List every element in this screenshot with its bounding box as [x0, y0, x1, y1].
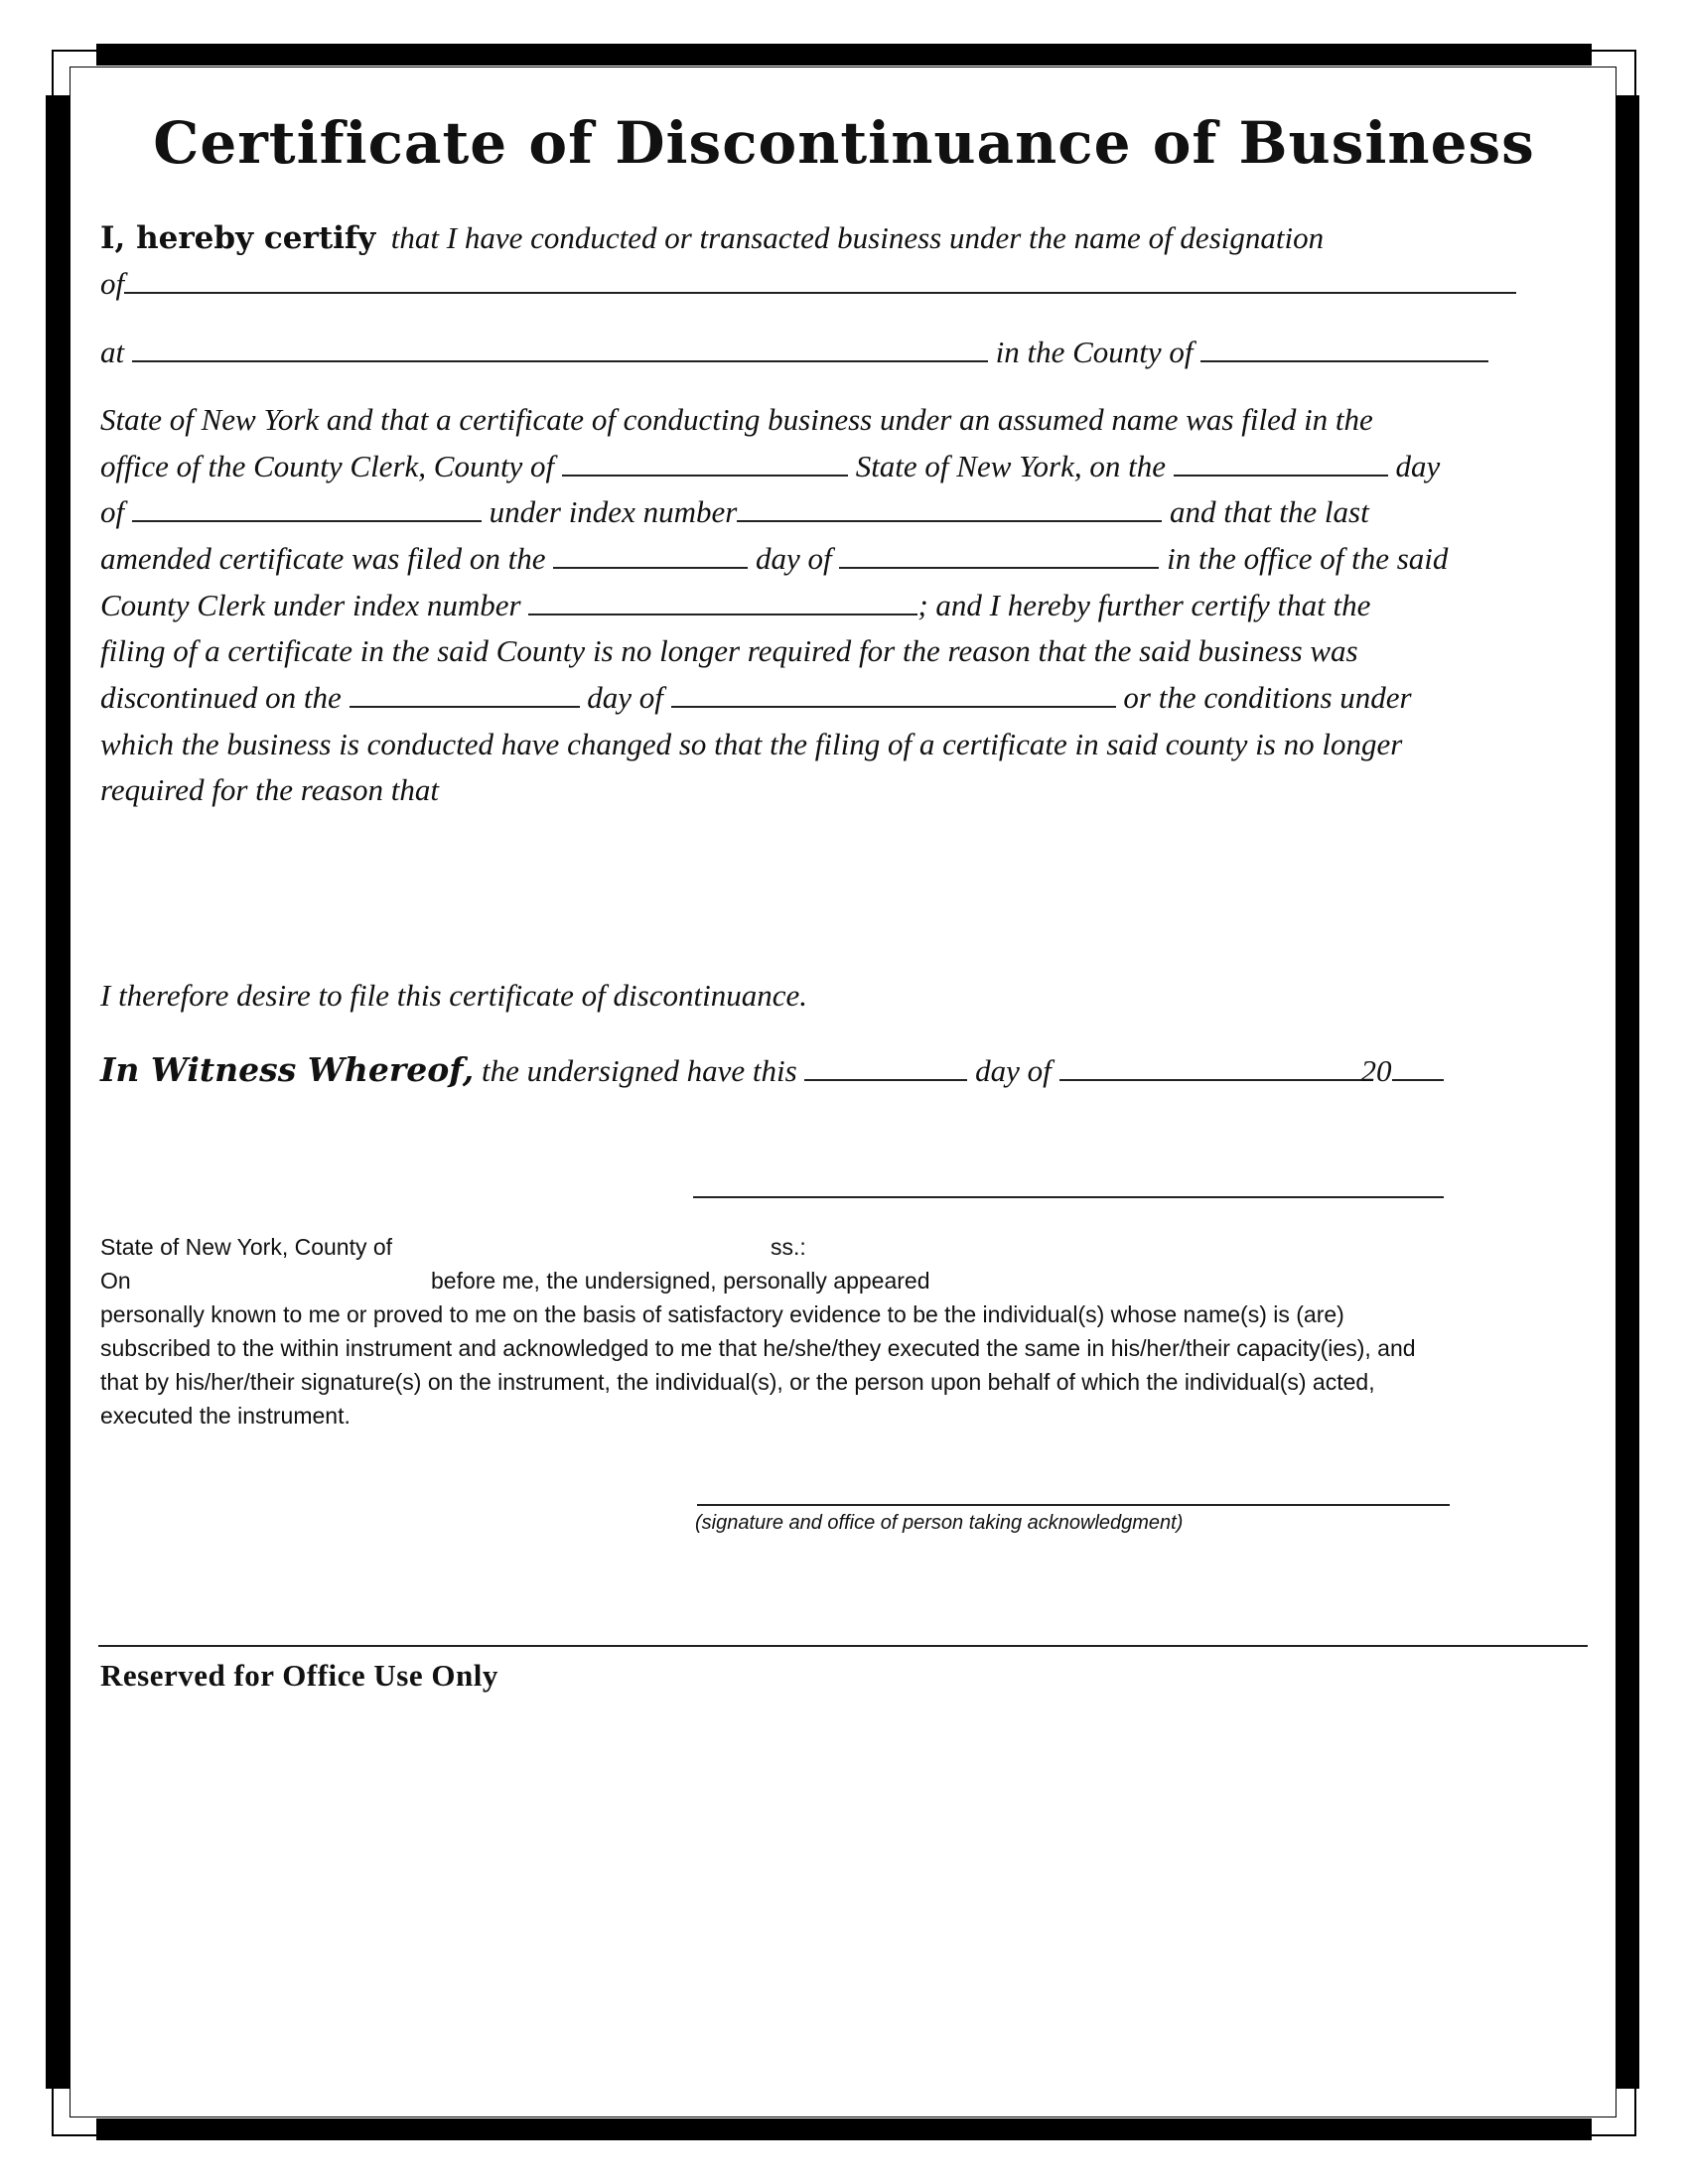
office-said-label: in the office of the said	[1167, 541, 1449, 576]
filed-month-blank[interactable]	[132, 519, 482, 522]
frame-bar-bottom	[96, 2118, 1592, 2140]
notary-before-me: before me, the undersigned, personally appeared	[431, 1268, 930, 1294]
notary-signature-caption: (signature and office of person taking acknowledgment)	[695, 1512, 1184, 1534]
clerk-county-blank[interactable]	[562, 474, 848, 477]
witness-year-blank[interactable]	[1392, 1078, 1444, 1081]
clerk-index-label: County Clerk under index number	[100, 588, 521, 622]
frame-bar-left	[46, 95, 70, 2089]
certify-text: that I have conducted or transacted business under the name of designation	[390, 220, 1325, 255]
office-use-heading: Reserved for Office Use Only	[100, 1658, 498, 1693]
state-on-label: State of New York, on the	[855, 449, 1166, 483]
para2-line-1: State of New York and that a certificate of conducting business under an assumed name was filed in the	[100, 402, 1373, 437]
para2-line-5	[100, 588, 1370, 623]
discontinued-month-blank[interactable]	[671, 705, 1116, 708]
day-of-label-2: day of	[587, 680, 663, 715]
amended-month-blank[interactable]	[839, 566, 1159, 569]
day-label: day	[1395, 449, 1441, 483]
designation-line	[100, 266, 1516, 302]
address-blank[interactable]	[132, 359, 988, 362]
witness-line	[100, 1050, 1444, 1089]
certify-lead: I, hereby certify	[100, 220, 376, 256]
certify-line	[100, 220, 1324, 256]
witness-text: the undersigned have this	[481, 1053, 797, 1088]
filed-day-blank[interactable]	[1174, 474, 1388, 477]
notary-state-county: State of New York, County of	[100, 1234, 393, 1260]
witness-day-blank[interactable]	[804, 1078, 967, 1081]
county-blank[interactable]	[1200, 359, 1488, 362]
page-title: Certificate of Discontinuance of Business	[153, 109, 1535, 177]
signature-line[interactable]	[693, 1196, 1444, 1198]
discontinued-label: discontinued on the	[100, 680, 342, 715]
designation-blank[interactable]	[124, 291, 1516, 294]
amended-day-blank[interactable]	[553, 566, 748, 569]
para2-line-3	[100, 494, 1369, 530]
notary-line-2: subscribed to the within instrument and acknowledged to me that he/she/they executed the same in his/her/their capacity(ies), and	[100, 1335, 1416, 1361]
conditions-label: or the conditions under	[1123, 680, 1412, 715]
of-label-2: of	[100, 494, 125, 529]
address-line	[100, 335, 1488, 370]
amended-label: amended certificate was filed on the	[100, 541, 546, 576]
notary-line-4: executed the instrument.	[100, 1403, 351, 1429]
para2-line-2	[100, 449, 1440, 484]
desire-line: I therefore desire to file this certificate of discontinuance.	[100, 978, 807, 1013]
further-certify-label: ; and I hereby further certify that the	[917, 588, 1371, 622]
county-clerk-label: office of the County Clerk, County of	[100, 449, 555, 483]
notary-signature-line[interactable]	[697, 1504, 1450, 1506]
notary-line-1: personally known to me or proved to me on the basis of satisfactory evidence to be the individual(s) whose name(s) is (are)	[100, 1301, 1344, 1327]
frame-bar-right	[1616, 95, 1639, 2089]
witness-year-prefix: 20	[1360, 1053, 1392, 1088]
last-label: and that the last	[1170, 494, 1369, 529]
notary-ss: ss.:	[771, 1234, 806, 1260]
witness-lead: In Witness Whereof,	[100, 1050, 475, 1089]
county-label: in the County of	[995, 335, 1194, 369]
discontinued-day-blank[interactable]	[350, 705, 580, 708]
witness-month-blank[interactable]	[1059, 1078, 1361, 1081]
para2-line-4	[100, 541, 1448, 577]
para2-line-9: required for the reason that	[100, 772, 439, 807]
notary-on: On	[100, 1268, 131, 1294]
frame-inner-border	[70, 67, 1617, 2117]
witness-day-of: day of	[975, 1053, 1052, 1088]
amended-index-blank[interactable]	[528, 613, 917, 615]
index-number-blank[interactable]	[737, 519, 1162, 522]
para2-line-7	[100, 680, 1412, 716]
frame-bar-top	[96, 44, 1592, 66]
para2-line-6: filing of a certificate in the said County is no longer required for the reason that the said business was	[100, 633, 1358, 668]
notary-line-3: that by his/her/their signature(s) on the instrument, the individual(s), or the person upon behalf of which the individual(s) acted,	[100, 1369, 1375, 1395]
day-of-label: day of	[756, 541, 832, 576]
index-number-label: under index number	[489, 494, 738, 529]
office-use-divider	[98, 1645, 1588, 1647]
para2-line-8: which the business is conducted have changed so that the filing of a certificate in said county is no longer	[100, 727, 1403, 761]
at-label: at	[100, 335, 125, 369]
of-label: of	[100, 266, 125, 301]
